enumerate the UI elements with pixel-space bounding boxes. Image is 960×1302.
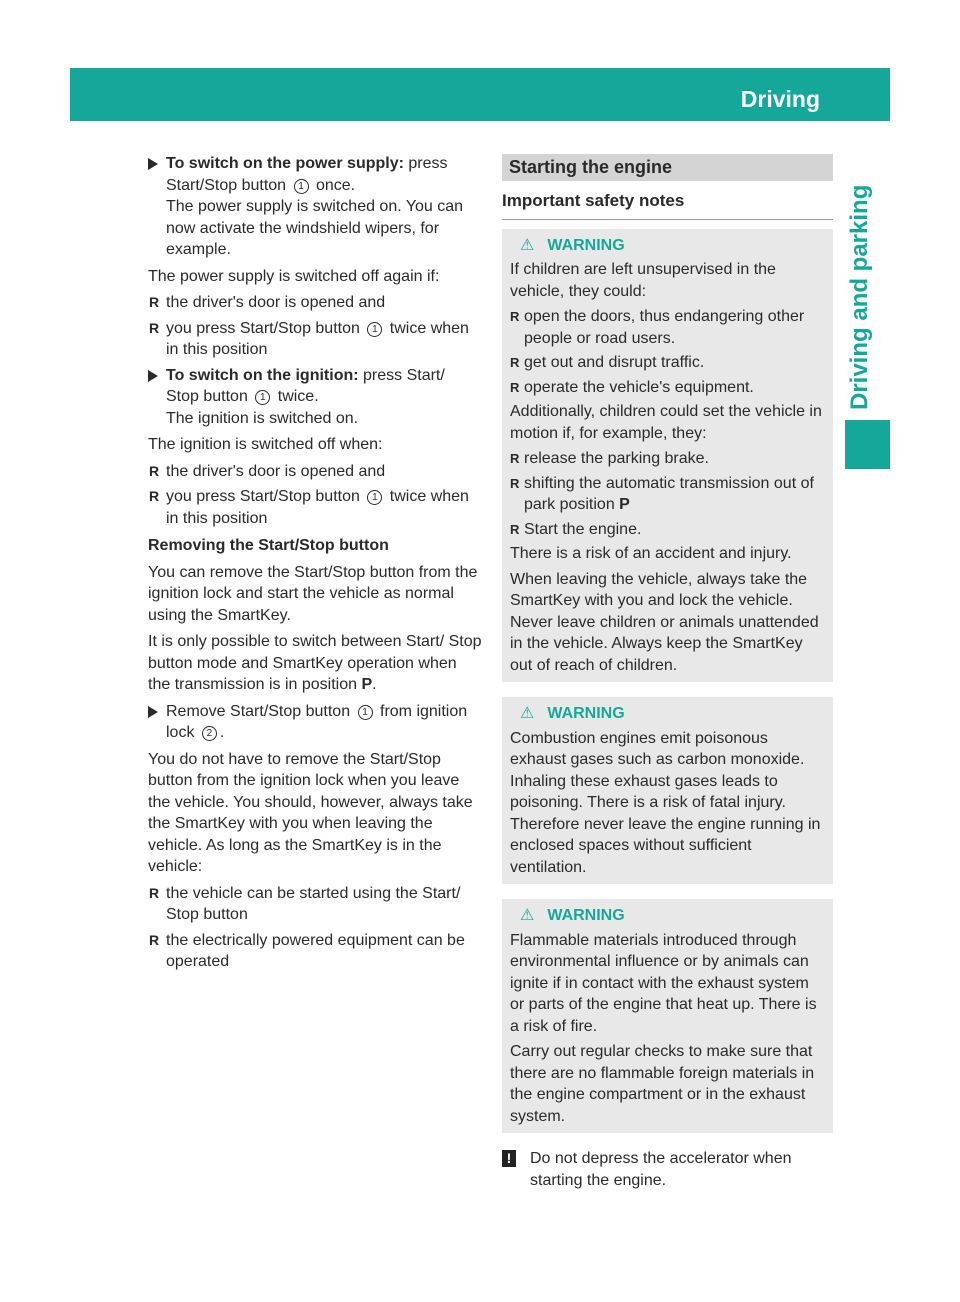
warning-heading — [510, 905, 826, 927]
step-ignition — [148, 365, 482, 430]
header-separator — [899, 68, 902, 121]
step-text: Remove Start/Stop button — [166, 702, 355, 720]
paragraph-text: . — [372, 676, 377, 693]
side-tab-label: Driving and parking — [846, 184, 873, 410]
callout-1: 1 — [255, 390, 270, 405]
warning-text: Additionally, children could set the vehicle in motion if, for example, they: — [510, 403, 822, 442]
bullet-text: twice when in this position — [166, 319, 469, 358]
warning-bullet: R release the parking brake. — [510, 448, 826, 470]
note-text: Do not depress the accelerator when starting the engine. — [530, 1150, 792, 1189]
warning-bullet: R Start the engine. — [510, 519, 826, 541]
step-power-supply — [148, 153, 482, 261]
position-label: P — [619, 496, 630, 513]
warning-box-children — [502, 229, 833, 683]
bullet-text: you press Start/Stop button — [166, 488, 365, 505]
side-tab-block — [845, 420, 890, 469]
warning-text: When leaving the vehicle, always take the SmartKey with you and lock the vehicle. Never leave children or animals unattended in the vehicle. Always keep the SmartKey out of reach of children. — [510, 570, 819, 674]
warning-bullet: R operate the vehicle's equipment. — [510, 377, 826, 399]
step-text: twice. — [273, 388, 319, 405]
bullet-item: R the driver's door is opened and — [148, 461, 482, 483]
warning-bullet: R open the doors, thus endangering other people or road users. — [510, 306, 826, 349]
paragraph: The ignition is switched off when: — [148, 436, 383, 453]
warning-label: WARNING — [547, 705, 625, 722]
page-number: 139 — [914, 88, 948, 110]
paragraph: The power supply is switched off again if: — [148, 267, 440, 285]
bullet-item: R the vehicle can be started using the Start/ Stop button — [148, 883, 482, 926]
warning-text: Carry out regular checks to make sure that there are no flammable foreign materials in the engine compartment or in the exhaust system. — [510, 1043, 815, 1125]
step-text: . — [219, 724, 225, 741]
position-label: P — [361, 676, 373, 693]
warning-triangle-icon: ⚠ — [520, 907, 535, 924]
paragraph — [148, 631, 482, 696]
warning-box-exhaust — [502, 697, 833, 884]
warning-bullet: R get out and disrupt traffic. — [510, 352, 826, 374]
bullet-text: twice when in this position — [166, 488, 469, 527]
bullet-text: you press Start/Stop button — [166, 319, 365, 337]
warning-bullet — [510, 473, 826, 516]
warning-heading — [510, 235, 826, 257]
section-title: Starting the engine — [502, 154, 833, 181]
step-label: To switch on the power supply: — [166, 155, 404, 172]
warning-text: If children are left unsupervised in the vehicle, they could: — [510, 261, 776, 300]
step-text: from ignition lock — [166, 702, 468, 741]
header-section-title: Driving — [740, 86, 820, 112]
step-result: The power supply is switched on. You can now activate the windshield wipers, for example. — [166, 198, 464, 258]
section-subtitle: Important safety notes — [502, 190, 833, 220]
left-column — [148, 153, 482, 977]
step-text: press Start/Stop button — [166, 155, 448, 194]
step-result: The ignition is switched on. — [166, 409, 359, 427]
warning-triangle-icon: ⚠ — [520, 705, 535, 722]
bullet-item — [148, 318, 482, 361]
step-text: once. — [311, 176, 356, 194]
paragraph: You can remove the Start/Stop button from the ignition lock and start the vehicle as normal using the SmartKey. — [148, 563, 478, 624]
note — [502, 1148, 833, 1191]
warning-text: Flammable materials introduced through environmental influence or by animals can ignite if in contact with the exhaust system or parts of the engine that heat up. There is a risk of fire. — [510, 931, 817, 1035]
callout-1: 1 — [294, 179, 309, 194]
step-text: press Start/ Stop button — [166, 366, 445, 405]
warning-bullet-text: shifting the automatic transmission out of park position — [524, 474, 814, 513]
right-column — [502, 154, 833, 1191]
warning-text: Combustion engines emit poisonous exhaust gases such as carbon monoxide. Inhaling these exhaust gases leads to poisoning. There is a risk of fatal injury. Therefore never leave the engine running in enclosed spaces without sufficient ventilation. — [510, 729, 821, 876]
paragraph: You do not have to remove the Start/Stop button from the ignition lock when you leave the vehicle. You should, however, always take the SmartKey with you when leaving the vehicle. As long as the SmartKey is in the vehicle: — [148, 750, 473, 875]
bullet-item — [148, 486, 482, 529]
warning-heading — [510, 703, 826, 725]
step-label: To switch on the ignition: — [166, 366, 359, 384]
callout-2: 2 — [202, 726, 217, 741]
exclamation-icon: ! — [502, 1150, 516, 1167]
warning-label: WARNING — [547, 907, 625, 924]
warning-box-flammable — [502, 899, 833, 1133]
header-bar — [70, 68, 948, 121]
callout-1: 1 — [367, 490, 382, 505]
subheading: Removing the Start/Stop button — [148, 537, 389, 554]
warning-triangle-icon: ⚠ — [520, 236, 535, 254]
bullet-item: R the electrically powered equipment can be operated — [148, 930, 482, 973]
warning-label: WARNING — [547, 236, 625, 254]
paragraph-text: It is only possible to switch between Start/ Stop button mode and SmartKey operation when the transmission is in position — [148, 633, 482, 693]
callout-1: 1 — [367, 322, 382, 337]
callout-1: 1 — [358, 705, 373, 720]
bullet-item: R the driver's door is opened and — [148, 292, 482, 314]
warning-text: There is a risk of an accident and injury. — [510, 545, 792, 562]
step-remove-button — [148, 701, 482, 744]
